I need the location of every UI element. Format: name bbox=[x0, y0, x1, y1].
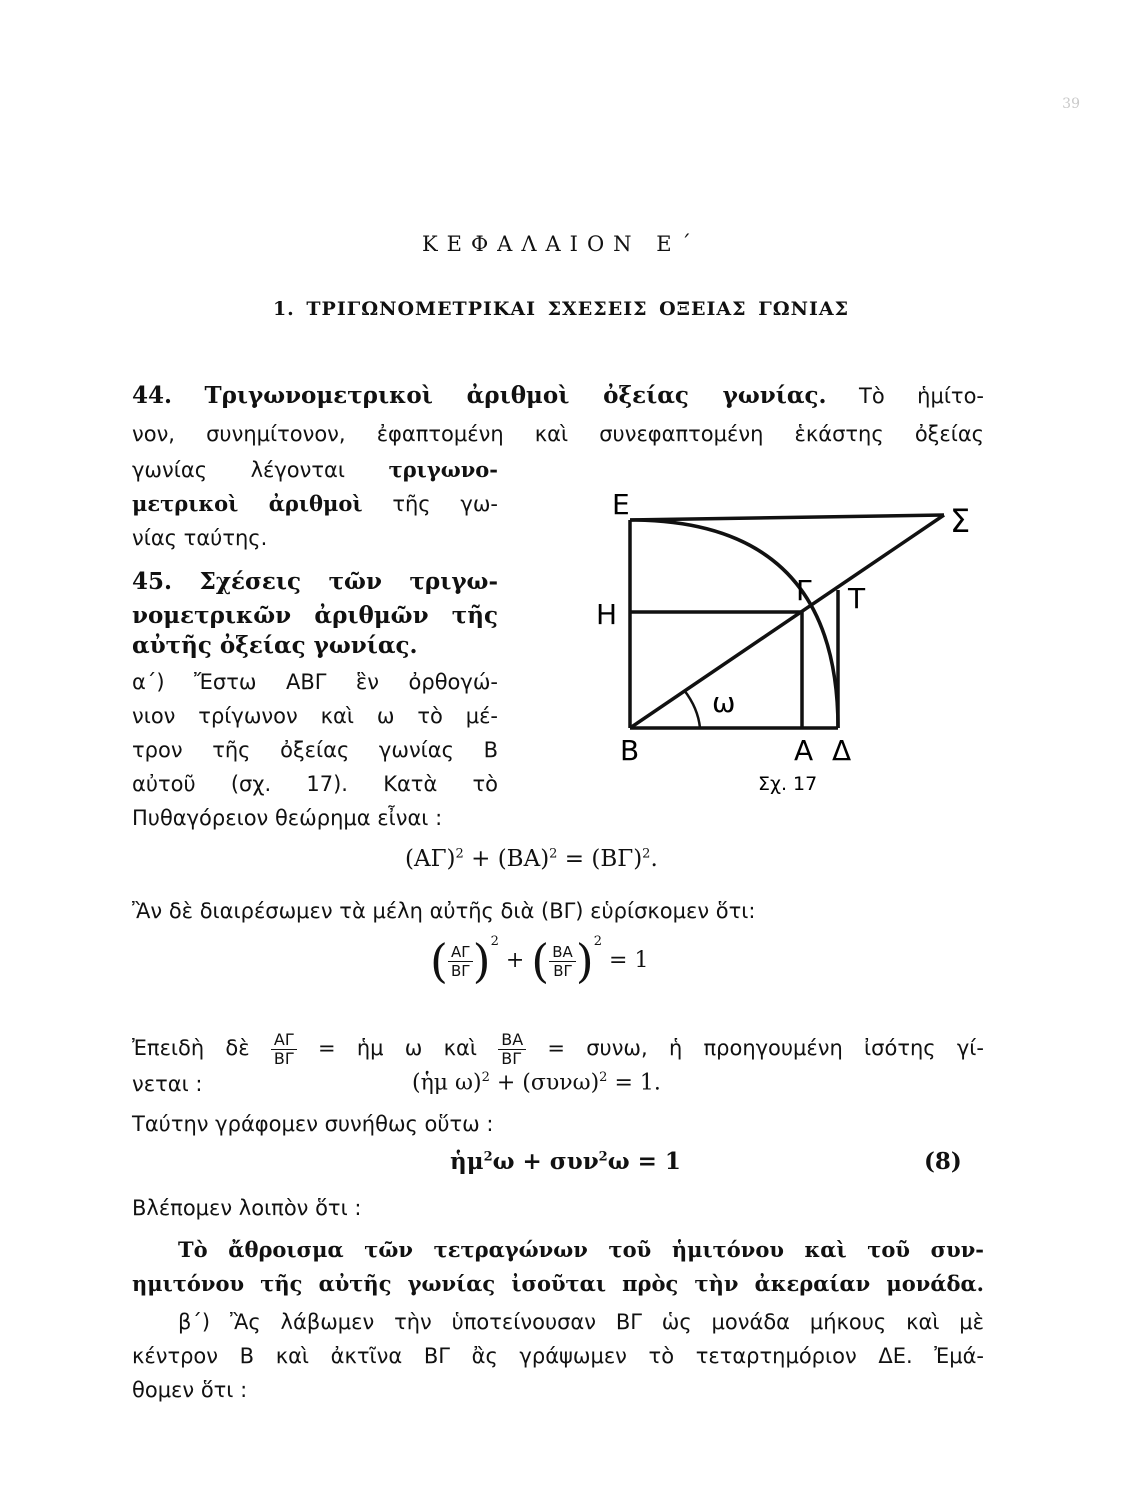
label-omega: ω bbox=[712, 686, 736, 719]
s44-heading: Τριγωνομετρικοὶ ἀριθμοὶ ὀξείας γωνίας. bbox=[204, 382, 827, 409]
line-write: Ταύτην γράφομεν συνήθως οὕτω : bbox=[132, 1112, 494, 1136]
ratio-exp-1: 2 bbox=[490, 934, 499, 949]
eq-exp-1: 2 bbox=[455, 846, 464, 862]
eq8-hm: ἡμ bbox=[450, 1148, 484, 1175]
since-frac-2 bbox=[498, 1031, 526, 1068]
since-frac1-num: ΑΓ bbox=[271, 1031, 297, 1050]
s45-heading-text-1: 45. Σχέσεις τῶν τριγω- bbox=[132, 568, 498, 595]
eq-plus: + bbox=[471, 846, 491, 872]
since-frac2-den: ΒΓ bbox=[501, 1048, 522, 1068]
s45-para-line4: αὐτοῦ (σχ. 17). Κατὰ τὸ bbox=[132, 772, 498, 796]
s44-line4 bbox=[132, 486, 498, 522]
since-text-c: = συνω, ἡ προηγουμένη ἰσότης γί- bbox=[547, 1036, 984, 1060]
eq-equals: = bbox=[564, 846, 585, 872]
s44-line5: νίας ταύτης. bbox=[132, 526, 268, 550]
label-T: Τ bbox=[848, 582, 866, 615]
eq8-exp-1: 2 bbox=[483, 1149, 493, 1165]
label-S: Σ bbox=[950, 502, 971, 540]
eq-term-AG: (ΑΓ) bbox=[405, 846, 456, 872]
theorem-line1 bbox=[132, 1232, 984, 1268]
s44-line3 bbox=[132, 452, 498, 488]
part-b-line3: θομεν ὅτι : bbox=[132, 1378, 248, 1402]
frac1-num: ΑΓ bbox=[448, 943, 473, 962]
arc-omega bbox=[684, 690, 700, 728]
s45-heading-text-3: αὐτῆς ὀξείας γωνίας. bbox=[132, 632, 418, 659]
chapter-heading: ΚΕΦΑΛΑΙΟΝ Ε΄ bbox=[421, 232, 701, 256]
figure-17 bbox=[580, 490, 1000, 800]
hm-plus: + bbox=[496, 1070, 516, 1096]
part-b-line2: κέντρον Β καὶ ἀκτῖνα ΒΓ ἂς γράψωμεν τὸ τεταρτημόριον ΔΕ. Ἐμά- bbox=[132, 1344, 984, 1368]
line-since-end: νεται : bbox=[132, 1072, 203, 1096]
frac1-den: ΒΓ bbox=[450, 961, 470, 980]
s45-para-line3: τρον τῆς ὀξείας γωνίας Β bbox=[132, 738, 498, 762]
eq-exp-3: 2 bbox=[642, 846, 651, 862]
label-G: Γ bbox=[796, 574, 812, 607]
ratio-rhs: = 1 bbox=[609, 948, 649, 973]
s45-para-line1: α΄) Ἔστω ΑΒΓ ἓν ὀρθογώ- bbox=[132, 670, 498, 694]
s44-line1 bbox=[132, 378, 984, 414]
eq-exp-2: 2 bbox=[549, 846, 558, 862]
s45-para-line2: νιον τρίγωνον καὶ ω τὸ μέ- bbox=[132, 704, 498, 728]
label-A: Α bbox=[794, 734, 814, 767]
s45-heading-l1 bbox=[132, 564, 498, 600]
hm-term: (ἡμ ω) bbox=[412, 1070, 482, 1096]
segment-E-S bbox=[630, 515, 944, 520]
eq-term-BA: (ΒΑ) bbox=[497, 846, 550, 872]
eq-period: . bbox=[650, 846, 658, 872]
syn-exp: 2 bbox=[599, 1070, 608, 1085]
theorem-line2 bbox=[132, 1266, 984, 1302]
s44-line3-a: γωνίας λέγονται bbox=[132, 458, 345, 482]
s44-term-a: τριγωνο- bbox=[388, 457, 498, 482]
label-H: Η bbox=[596, 598, 618, 631]
s44-line4-b: τῆς γω- bbox=[392, 492, 498, 516]
s45-para-line5: Πυθαγόρειον θεώρημα εἶναι : bbox=[132, 806, 443, 830]
s45-heading-l3 bbox=[132, 628, 418, 664]
page-number: 39 bbox=[1062, 96, 1080, 112]
eq-term-BG: (ΒΓ) bbox=[591, 846, 643, 872]
since-frac-1 bbox=[271, 1031, 297, 1068]
fraction-BA-BG bbox=[549, 943, 576, 980]
line-see: Βλέπομεν λοιπὸν ὅτι : bbox=[132, 1196, 362, 1220]
eq8-exp-2: 2 bbox=[598, 1149, 608, 1165]
s44-line1-rest: Τὸ ἡμίτο- bbox=[859, 384, 984, 408]
equation-8-label: (8) bbox=[924, 1148, 962, 1175]
s44-number: 44. bbox=[132, 382, 173, 409]
figure-caption: Σχ. 17 bbox=[758, 773, 818, 795]
s44-line2: νον, συνημίτονον, ἐφαπτομένη καὶ συνεφαπτομένη ἑκάστης ὀξείας bbox=[132, 422, 984, 446]
section-title: 1. ΤΡΙΓΩΝΟΜΕΤΡΙΚΑΙ ΣΧΕΣΕΙΣ ΟΞΕΙΑΣ ΓΩΝΙΑΣ bbox=[272, 298, 850, 320]
frac2-num: ΒΑ bbox=[549, 943, 576, 962]
eq8-mid: ω + συν bbox=[492, 1148, 599, 1175]
line-divide: Ἂν δὲ διαιρέσωμεν τὰ μέλη αὐτῆς διὰ (ΒΓ) εὑρίσκομεν ὅτι: bbox=[132, 899, 756, 923]
equation-pythagoras bbox=[405, 846, 658, 872]
equation-8 bbox=[450, 1148, 681, 1175]
s45-heading-text-2: νομετρικῶν ἀριθμῶν τῆς bbox=[132, 602, 498, 629]
theorem-text-2: ημιτόνου τῆς αὐτῆς γωνίας ἰσοῦται πρὸς τὴν ἀκεραίαν μονάδα. bbox=[132, 1271, 984, 1296]
theorem-text-1: Τὸ ἄθροισμα τῶν τετραγώνων τοῦ ἡμιτόνου καὶ τοῦ συν- bbox=[178, 1237, 984, 1262]
s44-term-b: μετρικοὶ ἀριθμοὶ bbox=[132, 491, 363, 516]
equation-hm-syn bbox=[412, 1070, 661, 1095]
line-since bbox=[132, 1030, 984, 1068]
eq8-end: ω = 1 bbox=[607, 1148, 681, 1175]
ratio-plus: + bbox=[505, 948, 525, 973]
part-b-line1: β΄) Ἂς λάβωμεν τὴν ὑποτείνουσαν ΒΓ ὡς μονάδα μήκους καὶ μὲ bbox=[178, 1310, 984, 1334]
segment-B-S bbox=[630, 515, 944, 728]
label-D: Δ bbox=[832, 734, 852, 767]
ratio-exp-2: 2 bbox=[593, 934, 603, 949]
since-frac2-num: ΒΑ bbox=[498, 1031, 526, 1050]
hm-rhs: = 1. bbox=[614, 1070, 661, 1096]
since-frac1-den: ΒΓ bbox=[273, 1048, 294, 1068]
label-E: Ε bbox=[612, 490, 630, 521]
hm-exp: 2 bbox=[481, 1070, 490, 1085]
syn-term: (συνω) bbox=[522, 1070, 600, 1096]
equation-ratio: ( $\frac{A\Gamma}{B\Gamma}$ )$^2$ + ( $\frac{BA}{B\Gamma}$ )$^2$ = 1 bbox=[430, 934, 649, 988]
since-text-b: = ἡμ ω καὶ bbox=[318, 1036, 477, 1060]
since-text-a: Ἐπειδὴ δὲ bbox=[132, 1036, 250, 1060]
label-B: Β bbox=[620, 734, 640, 767]
fraction-AG-BG bbox=[448, 943, 473, 980]
frac2-den: ΒΓ bbox=[553, 961, 572, 980]
